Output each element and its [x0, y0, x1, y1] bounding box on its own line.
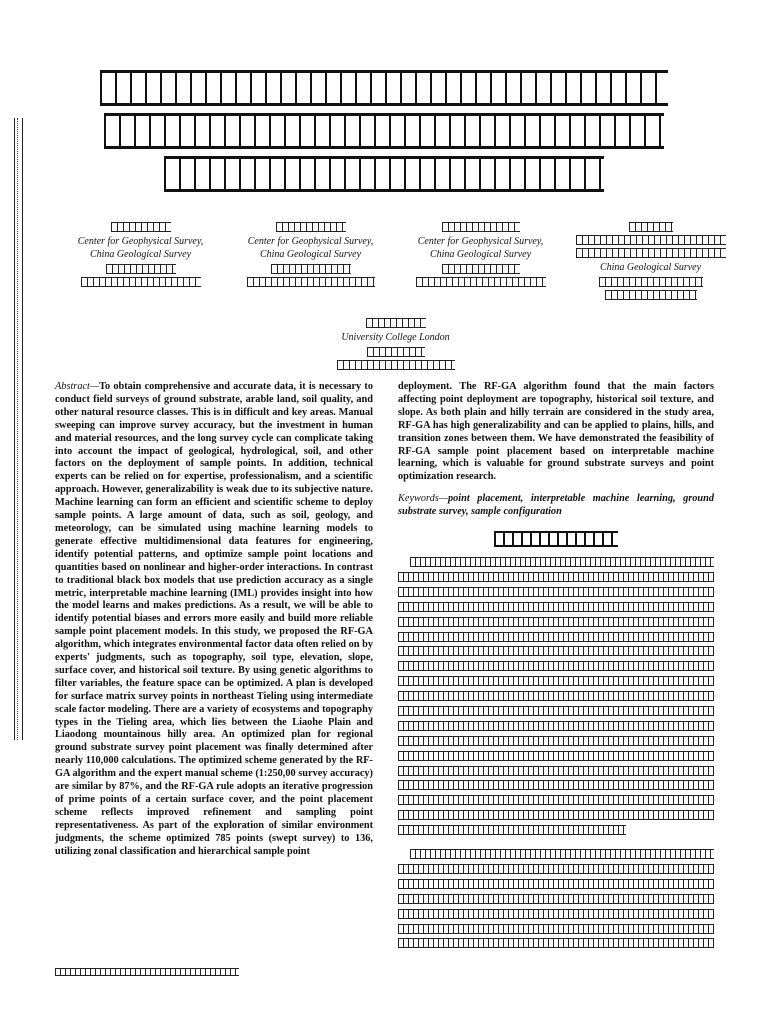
- author-name-box: [366, 318, 426, 328]
- author-affiliation: Center for Geophysical Survey,: [77, 236, 204, 247]
- author-org: China Geological Survey: [599, 262, 702, 273]
- text-line: [410, 557, 714, 567]
- text-line: [398, 751, 714, 761]
- abstract-text: To obtain comprehensive and accurate data, it is necessary to conduct field surveys of ground substrate, arable land, soil quality, and other natural resource classes. This is in difficult and key areas. Manual sweeping can improve survey accuracy, but the investment in human and material resources, and the long survey cycle can complicate taking into account the impact of geological, hydrological, soil, and other factors on the deployment of sample points. In addition, technical experts can be relied on for expertise, professionalism, and a scientific approach. However, generalizability is weak due to its subjective nature. Machine learning can form an efficient and scientific scheme to deploy sample points. A large amount of data, such as soil, geology, and meteorology, can be simulated using machine learning models to generate effective multidimensional data features for engineering, identify potential patterns, and optimize sample point locations and quantities based on nonlinear and higher-order interactions. In contrast to traditional black box models that use prediction accuracy as a single metric, interpretable machine learning (IML) provides insight into how the model learns and makes predictions. As a result, we will be able to identify potential biases and errors more easily and build more reliable sample point placement models. In this study, we proposed the RF-GA algorithm, which integrates environmental factor data often relied on by experts' judgments, such as topography, soil type, elevation, slope, surface cover, and historical soil texture. By using genetic algorithms to filter variables, the feature space can be optimized. A plan is developed for surface matrix survey points in northeast Tieling using intermediate scale factor modeling. There are a variety of ecosystems and topography types in the Tieling area, which lies between the Liaohe Plain and Liaodong mountainous hilly area. An optimized plan for regional ground substrate survey point placement was finally determined after nearly 110,000 calculations. The optimized scheme generated by the RF-GA algorithm and the expert manual scheme (1:250,00 survey accuracy) are similar by 87%, and the RF-GA rule adopts an iterative progression of prime points of a certain surface cover, and the point placement scheme reflects improved refinement and sampling point representativeness. As part of the exploration of similar environment judgments, the scheme optimized 785 points (swept survey) to 136, utilizing zonal classification and hierarchical sample point: [55, 381, 373, 857]
- title-line-2: [104, 113, 664, 149]
- author-address-box: [416, 277, 546, 287]
- text-line: [398, 864, 714, 874]
- author-4: [568, 219, 733, 303]
- author-1: [58, 219, 223, 290]
- text-line: [398, 706, 714, 716]
- text-line: [398, 676, 714, 686]
- author-address-box: [337, 360, 455, 370]
- footnote-line: [55, 968, 239, 976]
- text-line: [398, 894, 714, 904]
- abstract-label: Abstract—: [55, 381, 100, 392]
- abstract-continued: deployment. The RF-GA algorithm found that the main factors affecting point deployment are topography, historical soil texture, and slope. As both plain and hilly terrain are considered in the study area, RF-GA has high generalizability and can be applied to plains, hills, and transition zones between them. We have demonstrated the feasibility of RF-GA sample point placement based on interpretable machine learning, which is valuable for ground substrate surveys and point optimization research.: [398, 381, 714, 483]
- text-line: [398, 602, 714, 612]
- author-address-box: [271, 264, 351, 274]
- text-line: [398, 810, 714, 820]
- author-address-box: [442, 264, 520, 274]
- text-line: [398, 938, 714, 948]
- text-line: [398, 587, 714, 597]
- author-org: China Geological Survey: [259, 249, 362, 260]
- title-line-1: [100, 70, 668, 106]
- introduction-paragraph-2: [398, 849, 714, 948]
- text-line: [398, 721, 714, 731]
- author-name-box: [111, 222, 171, 232]
- paper-title: [100, 70, 668, 199]
- author-address-box: [599, 277, 703, 287]
- author-3: [398, 219, 563, 290]
- author-name-box: [442, 222, 520, 232]
- text-line: [398, 646, 714, 656]
- text-line: [398, 572, 714, 582]
- author-address-box: [81, 277, 201, 287]
- text-line: [398, 879, 714, 889]
- author-address-box: [247, 277, 375, 287]
- author-affiliation: University College London: [341, 332, 450, 343]
- author-affiliation-box: [576, 248, 726, 258]
- text-line: [398, 795, 714, 805]
- section-heading-introduction: [494, 531, 618, 547]
- text-line: [398, 780, 714, 790]
- abstract-column: [55, 381, 373, 859]
- author-name-box: [629, 222, 673, 232]
- text-line: [398, 632, 714, 642]
- text-line: [398, 924, 714, 934]
- text-line: [398, 691, 714, 701]
- author-5: [313, 315, 478, 373]
- right-column: [398, 381, 714, 953]
- text-line: [398, 736, 714, 746]
- author-affiliation: Center for Geophysical Survey,: [247, 236, 374, 247]
- author-affiliation-box: [576, 235, 726, 245]
- author-affiliation: Center for Geophysical Survey,: [417, 236, 544, 247]
- keywords-label: Keywords—: [398, 493, 448, 505]
- text-line: [398, 909, 714, 919]
- author-address-box: [367, 347, 425, 357]
- text-line: [410, 849, 714, 859]
- author-org: China Geological Survey: [89, 249, 192, 260]
- introduction-paragraph-1: [398, 557, 714, 835]
- author-org: China Geological Survey: [429, 249, 532, 260]
- keywords-text: point placement, interpretable machine learning, ground substrate survey, sample configuration: [398, 493, 714, 518]
- author-name-box: [276, 222, 346, 232]
- text-line: [398, 617, 714, 627]
- author-address-box: [605, 290, 697, 300]
- author-2: [228, 219, 393, 290]
- text-line: [398, 661, 714, 671]
- text-line: [398, 766, 714, 776]
- keywords: [398, 493, 714, 519]
- author-address-box: [106, 264, 176, 274]
- text-line: [398, 825, 626, 835]
- title-line-3: [164, 156, 604, 192]
- arxiv-sidebar-stamp: [14, 118, 23, 740]
